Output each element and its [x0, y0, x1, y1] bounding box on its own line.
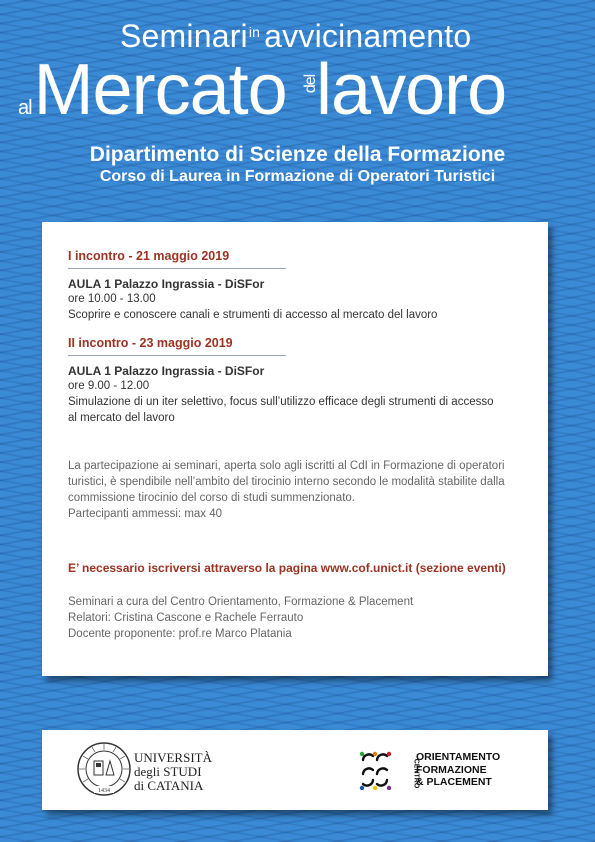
university-seal-logo	[76, 741, 132, 797]
university-line: degli STUDI	[134, 764, 202, 779]
poster-header	[0, 0, 595, 200]
event-1-title: I incontro - 21 maggio 2019	[68, 249, 230, 263]
university-line: di CATANIA	[134, 778, 204, 793]
cof-line: & PLACEMENT	[416, 776, 492, 788]
event-1-desc: Scoprire e conoscere canali e strumenti di accesso al mercato del lavoro	[68, 309, 438, 321]
event-2-time: ore 9.00 - 12.00	[68, 380, 150, 392]
title-del: del	[301, 74, 319, 94]
event-2-title: II incontro - 23 maggio 2019	[68, 336, 233, 350]
title-lavoro: lavoro	[316, 50, 507, 130]
participants-max: Partecipanti ammessi: max 40	[68, 508, 223, 520]
credits-speakers: Relatori: Cristina Cascone e Rachele Ferrauto	[68, 612, 304, 624]
cof-center-name	[416, 751, 500, 789]
cof-center-logo	[359, 750, 403, 790]
department-name: Dipartimento di Scienze della Formazione	[89, 143, 506, 166]
event-2-place: AULA 1 Palazzo Ingrassia - DiSFor	[68, 364, 265, 378]
event-2	[68, 336, 538, 426]
registration-notice: E’ necessario iscriversi attraverso la pagina www.cof.unict.it (sezione eventi)	[68, 561, 506, 575]
event-1	[68, 249, 538, 323]
title-avvicinamento: avvicinamento	[264, 18, 472, 54]
participation-line: commissione tirocinio del corso di studi summenzionato.	[68, 492, 355, 504]
title-line-2	[18, 50, 507, 130]
credits-professor: Docente proponente: prof.re Marco Platania	[68, 628, 292, 640]
cof-center-label: CENTRO	[412, 758, 420, 789]
cof-line: FORMAZIONE	[416, 763, 487, 776]
title-in: in	[248, 24, 261, 40]
university-name	[134, 751, 212, 793]
university-line: UNIVERSITÀ	[134, 750, 212, 765]
cof-line: ORIENTAMENTO	[416, 751, 501, 763]
title-al: al	[18, 97, 32, 119]
event-1-place: AULA 1 Palazzo Ingrassia - DiSFor	[68, 277, 265, 291]
title-seminari: Seminari	[120, 18, 248, 54]
event-1-time: ore 10.00 - 13.00	[68, 293, 156, 305]
participation-line: turistici, è spendibile nell’ambito del tirocinio interno secondo le modalità stabilite dalla	[68, 476, 505, 488]
event-2-desc-line-1: Simulazione di un iter selettivo, focus sull’utilizzo efficace degli strumenti di accesso	[68, 396, 494, 408]
credits	[68, 594, 538, 642]
info-card	[42, 222, 548, 676]
event-2-desc-line-2: al mercato del lavoro	[68, 412, 175, 424]
participation-line: La partecipazione ai seminari, aperta solo agli iscritti al CdI in Formazione di operatori	[68, 460, 505, 472]
event-2-divider	[68, 355, 286, 356]
participation-note	[68, 458, 538, 522]
footer-logos	[42, 730, 548, 810]
title-mercato: Mercato	[33, 50, 287, 130]
seal-year: 1434	[98, 788, 110, 794]
course-name: Corso di Laurea in Formazione di Operatori Turistici	[99, 168, 496, 185]
credits-organizer: Seminari a cura del Centro Orientamento, Formazione & Placement	[68, 596, 414, 608]
event-1-divider	[68, 268, 286, 269]
